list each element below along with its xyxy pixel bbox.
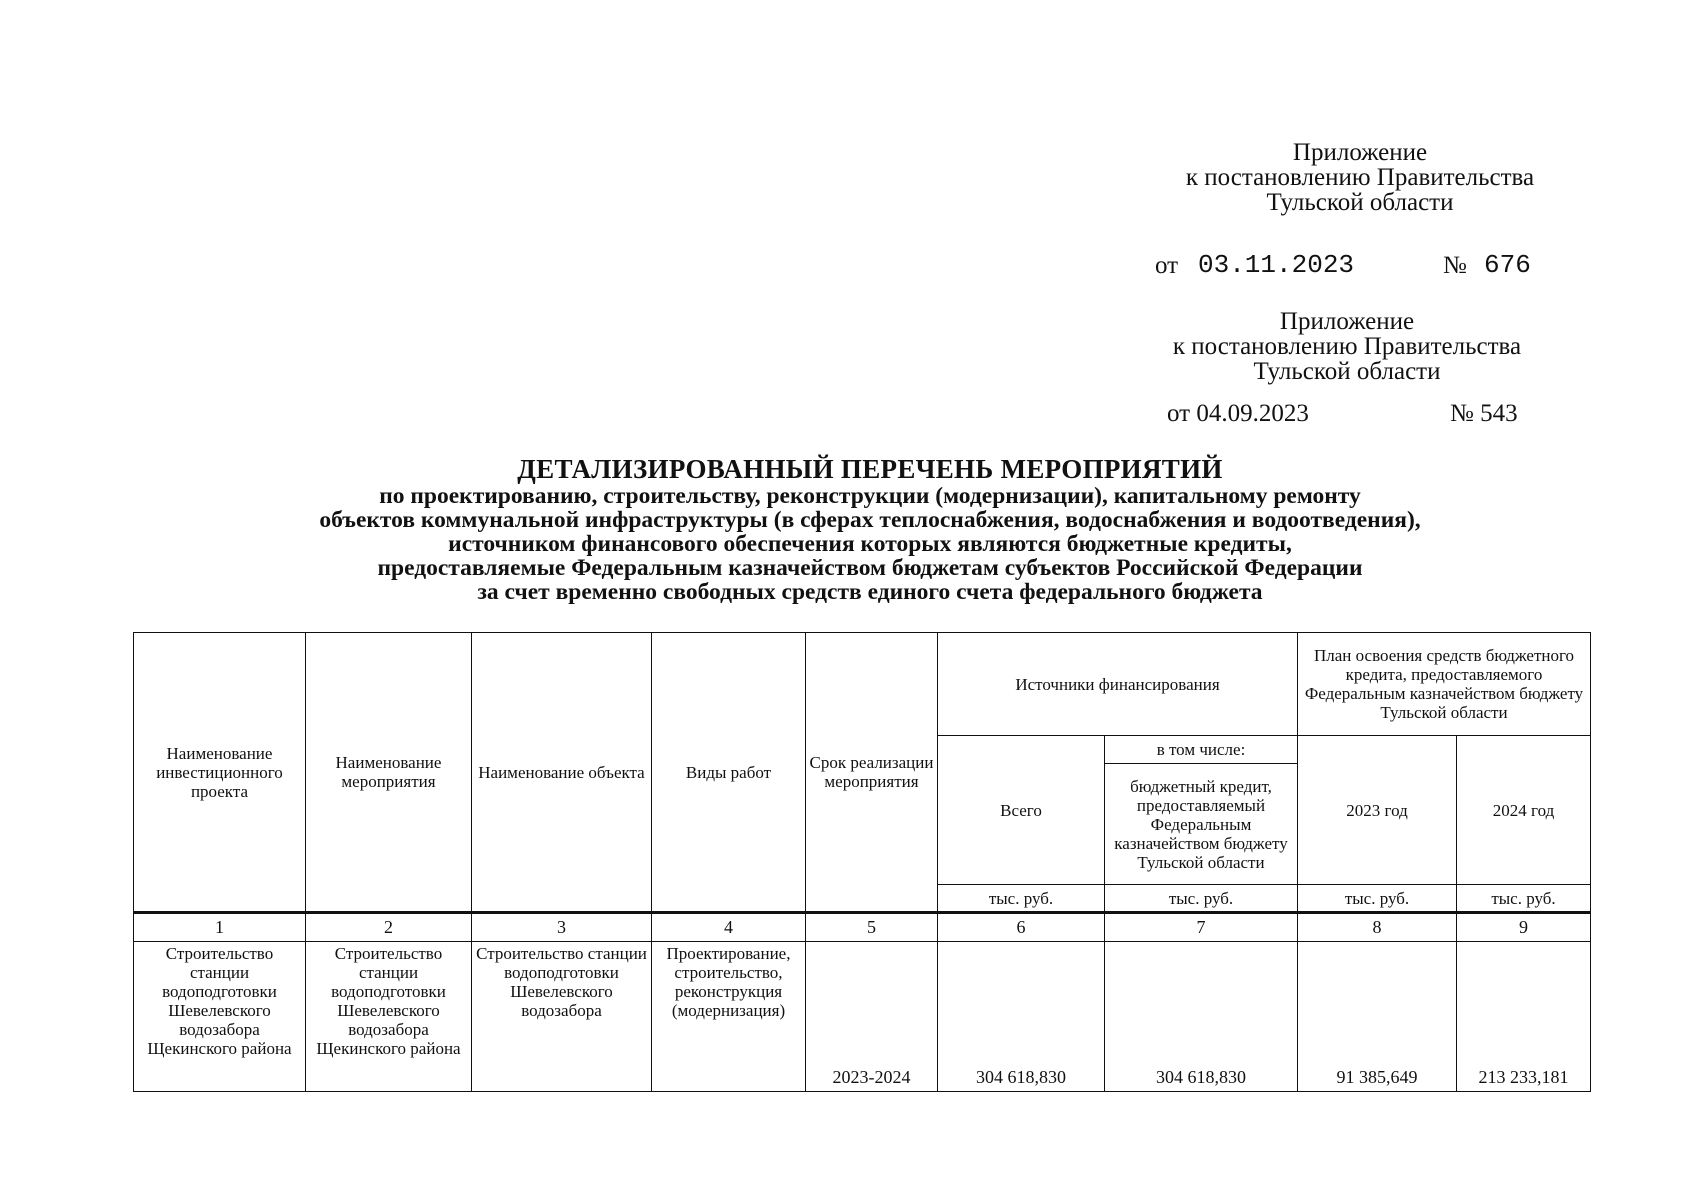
- column-number: 2: [306, 913, 472, 942]
- header-event-name: Наименование мероприятия: [306, 633, 472, 913]
- column-number: 7: [1105, 913, 1298, 942]
- appendix-old-number: № 543: [1450, 400, 1518, 427]
- cell-event-name: Строительство станции водоподготовки Шевелевского водозабора Щекинского района: [306, 942, 472, 1092]
- appendix-new-number-prefix: №: [1443, 252, 1467, 279]
- column-number: 3: [472, 913, 652, 942]
- title-line-1: по проектированию, строительству, реконструкции (модернизации), капитальному ремонту: [379, 483, 1361, 509]
- header-unit-credit: тыс. руб.: [1105, 885, 1298, 913]
- column-number: 4: [652, 913, 806, 942]
- cell-budget-credit: 304 618,830: [1105, 942, 1298, 1092]
- header-work-types: Виды работ: [652, 633, 806, 913]
- title-line-2: объектов коммунальной инфраструктуры (в сферах теплоснабжения, водоснабжения и водоотведения),: [319, 507, 1421, 533]
- header-unit-2024: тыс. руб.: [1457, 885, 1591, 913]
- appendix-old-date: от 04.09.2023: [1167, 400, 1309, 427]
- cell-total: 304 618,830: [938, 942, 1105, 1092]
- column-number: 5: [806, 913, 938, 942]
- title-line-3: источником финансового обеспечения которых являются бюджетные кредиты,: [448, 531, 1292, 557]
- title-heading: ДЕТАЛИЗИРОВАННЫЙ ПЕРЕЧЕНЬ МЕРОПРИЯТИЙ: [517, 454, 1223, 484]
- header-year-2024: 2024 год: [1457, 736, 1591, 885]
- column-number: 8: [1298, 913, 1457, 942]
- appendix-new-number: 676: [1484, 250, 1531, 280]
- cell-project-name: Строительство станции водоподготовки Шевелевского водозабора Щекинского района: [134, 942, 306, 1092]
- appendix-old-block: [1122, 309, 1572, 384]
- header-plan: План освоения средств бюджетного кредита, предоставляемого Федеральным казначейством бюджету Тульской области: [1298, 633, 1591, 736]
- appendix-new-region: Тульской области: [1266, 189, 1454, 216]
- cell-plan-2023: 91 385,649: [1298, 942, 1457, 1092]
- header-budget-credit: бюджетный кредит, предоставляемый Федеральным казначейством бюджету Тульской области: [1105, 764, 1298, 885]
- appendix-new-date: 03.11.2023: [1198, 250, 1355, 280]
- appendix-new-block: [1140, 140, 1580, 215]
- document-title: [150, 454, 1590, 604]
- appendix-old-region: Тульской области: [1253, 358, 1441, 385]
- table-row: [134, 942, 1591, 1092]
- column-number: 9: [1457, 913, 1591, 942]
- title-line-5: за счет временно свободных средств единого счета федерального бюджета: [477, 579, 1263, 605]
- appendix-new-title: Приложение: [1292, 139, 1428, 166]
- header-year-2023: 2023 год: [1298, 736, 1457, 885]
- title-line-4: предоставляемые Федеральным казначейством бюджетам субъектов Российской Федерации: [377, 555, 1363, 581]
- appendix-old-subtitle: к постановлению Правительства: [1172, 333, 1522, 360]
- cell-term: 2023-2024: [806, 942, 938, 1092]
- header-project-name: Наименование инвестиционного проекта: [134, 633, 306, 913]
- appendix-new-date-prefix: от: [1155, 252, 1179, 279]
- header-funding-sources: Источники финансирования: [938, 633, 1298, 736]
- header-unit-total: тыс. руб.: [938, 885, 1105, 913]
- cell-work-types: Проектирование, строительство, реконструкция (модернизация): [652, 942, 806, 1092]
- header-object-name: Наименование объекта: [472, 633, 652, 913]
- header-term: Срок реализации мероприятия: [806, 633, 938, 913]
- header-unit-2023: тыс. руб.: [1298, 885, 1457, 913]
- events-table: [133, 632, 1591, 1092]
- appendix-new-subtitle: к постановлению Правительства: [1185, 164, 1535, 191]
- appendix-old-title: Приложение: [1279, 308, 1415, 335]
- column-number: 1: [134, 913, 306, 942]
- cell-plan-2024: 213 233,181: [1457, 942, 1591, 1092]
- header-including: в том числе:: [1105, 736, 1298, 764]
- column-number: 6: [938, 913, 1105, 942]
- header-total: Всего: [938, 736, 1105, 885]
- cell-object-name: Строительство станции водоподготовки Шевелевского водозабора: [472, 942, 652, 1092]
